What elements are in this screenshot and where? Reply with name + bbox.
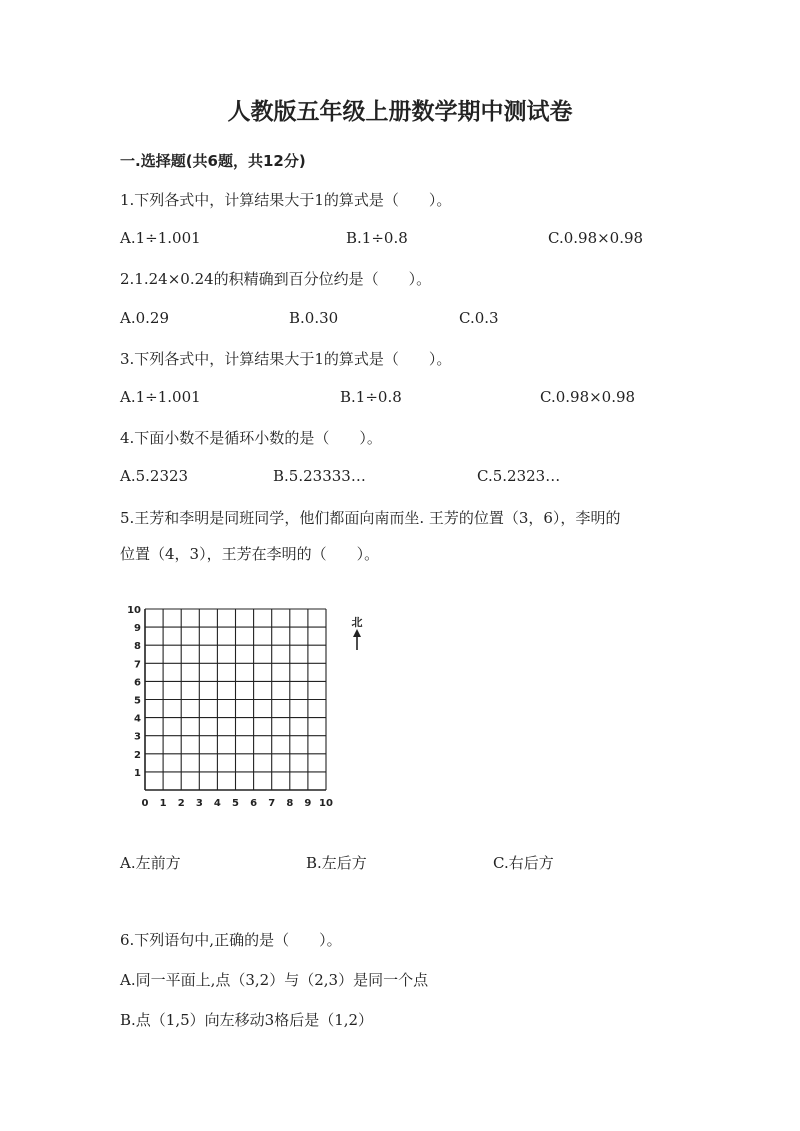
question-4-option-a: A.5.2323 — [120, 467, 189, 485]
x-tick-label: 8 — [286, 798, 294, 809]
coordinate-grid-figure — [118, 600, 368, 815]
y-tick-label: 3 — [134, 731, 141, 743]
y-tick-label: 6 — [134, 677, 141, 689]
y-tick-label: 7 — [134, 659, 141, 671]
question-2-option-b: B.0.30 — [289, 309, 339, 327]
question-3-option-a: A.1÷1.001 — [120, 388, 201, 406]
page-title: 人教版五年级上册数学期中测试卷 — [227, 99, 573, 125]
question-5-stem-line-1: 5.王芳和李明是同班同学，他们都面向南而坐. 王芳的位置（3，6），李明的 — [120, 509, 621, 527]
question-1-option-b: B.1÷0.8 — [346, 229, 408, 247]
x-tick-label: 9 — [304, 798, 312, 809]
question-5-stem-line-2: 位置（4，3），王芳在李明的（ ）。 — [120, 545, 380, 563]
x-tick-label: 5 — [232, 798, 239, 809]
x-tick-label: 6 — [250, 798, 258, 809]
x-tick-label: 1 — [159, 798, 167, 809]
question-6-option-b: B.点（1,5）向左移动3格后是（1,2） — [120, 1011, 374, 1029]
x-tick-label: 3 — [195, 798, 203, 809]
y-tick-label: 4 — [134, 713, 141, 725]
question-1-option-c: C.0.98×0.98 — [548, 229, 644, 247]
x-tick-label: 4 — [213, 798, 221, 809]
x-tick-label: 10 — [319, 798, 333, 809]
x-tick-label: 0 — [141, 798, 149, 809]
question-3-option-c: C.0.98×0.98 — [540, 388, 636, 406]
north-arrow-icon — [353, 629, 361, 650]
question-2-option-c: C.0.3 — [459, 309, 499, 327]
grid-lines — [145, 609, 326, 790]
question-3-stem: 3.下列各式中，计算结果大于1的算式是（ ）。 — [120, 350, 452, 368]
question-2-stem: 2.1.24×0.24的积精确到百分位约是（ ）。 — [120, 270, 432, 288]
question-5-option-a: A.左前方 — [120, 854, 181, 872]
question-6-option-a: A.同一平面上,点（3,2）与（2,3）是同一个点 — [120, 971, 429, 989]
question-4-option-c: C.5.2323… — [477, 467, 561, 485]
y-axis-tick-labels — [127, 605, 141, 779]
x-tick-label: 2 — [177, 798, 185, 809]
question-4-stem: 4.下面小数不是循环小数的是（ ）。 — [120, 429, 382, 447]
question-5-option-b: B.左后方 — [306, 854, 367, 872]
y-tick-label: 8 — [134, 641, 141, 653]
question-5-option-c: C.右后方 — [493, 854, 554, 872]
question-3-option-b: B.1÷0.8 — [340, 388, 402, 406]
y-tick-label: 10 — [127, 605, 141, 616]
y-tick-label: 2 — [134, 749, 141, 761]
question-6-stem: 6.下列语句中,正确的是（ ）。 — [120, 931, 342, 949]
north-label: 北 — [351, 616, 363, 629]
y-tick-label: 5 — [134, 695, 141, 707]
question-1-option-a: A.1÷1.001 — [120, 229, 201, 247]
question-1-stem: 1.下列各式中，计算结果大于1的算式是（ ）。 — [120, 191, 452, 209]
x-axis-tick-labels — [142, 798, 333, 809]
question-4-option-b: B.5.23333… — [273, 467, 366, 485]
question-2-option-a: A.0.29 — [120, 309, 169, 327]
section-heading: 一.选择题(共6题，共12分) — [120, 152, 306, 170]
x-tick-label: 7 — [268, 798, 276, 809]
y-tick-label: 9 — [134, 623, 141, 635]
y-tick-label: 1 — [134, 767, 141, 779]
